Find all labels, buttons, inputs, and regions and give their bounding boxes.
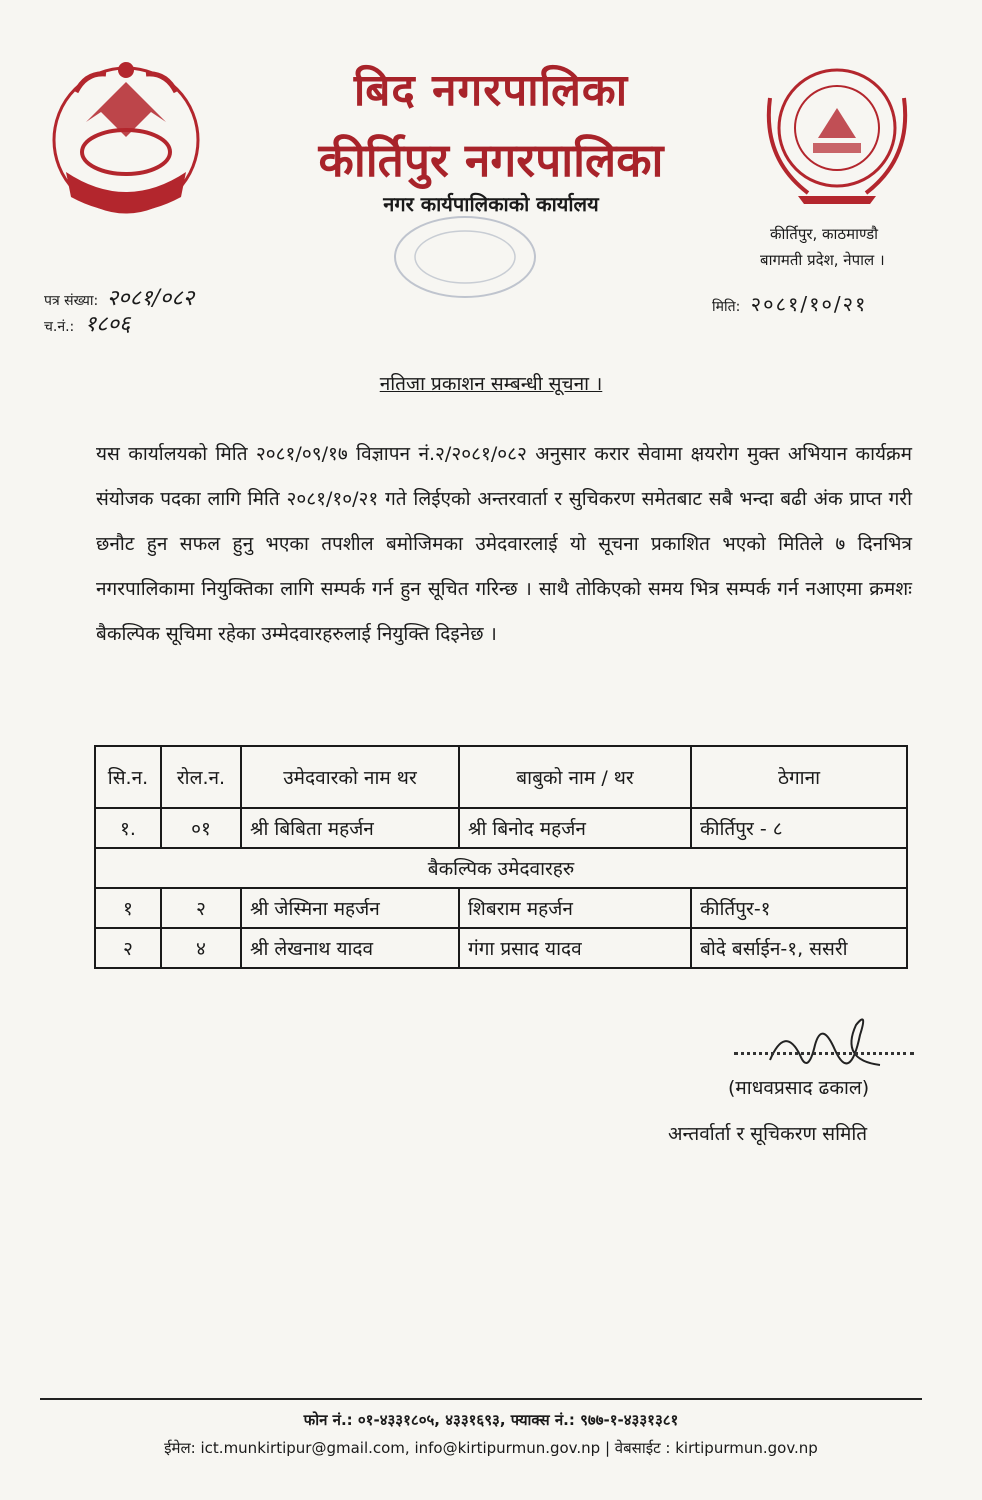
date-label: मिति:	[712, 299, 741, 315]
dispatch-number	[44, 308, 131, 338]
notice-title: नतिजा प्रकाशन सम्बन्धी सूचना ।	[379, 373, 603, 395]
address-line-1: कीर्तिपुर, काठमाण्डौ	[770, 225, 879, 243]
office-name: नगर कार्यपालिकाको कार्यालय	[383, 192, 599, 216]
results-table	[94, 745, 908, 969]
cell-sn: २	[95, 928, 161, 968]
signature-line	[734, 1040, 914, 1055]
header-line-1: बिद नगरपालिका	[353, 65, 629, 116]
alternate-section-row	[95, 848, 907, 888]
cell-sn: १	[95, 888, 161, 928]
reference-label: पत्र संख्या:	[44, 293, 99, 309]
date-value: २०८१/१०/२१	[750, 292, 868, 316]
header-father: बाबुको नाम / थर	[459, 746, 691, 808]
table-row	[95, 808, 907, 848]
table-row	[95, 888, 907, 928]
signatory-name: (माधवप्रसाद ढकाल)	[728, 1077, 870, 1099]
cell-name: श्री लेखनाथ यादव	[241, 928, 459, 968]
cell-roll: ०१	[161, 808, 241, 848]
footer-email-web: ईमेल: ict.munkirtipur@gmail.com, info@kirtipurmun.gov.np | वेबसाईट : kirtipurmun.gov.np	[164, 1439, 818, 1457]
footer-divider	[40, 1398, 922, 1400]
address-line-2: बागमती प्रदेश, नेपाल ।	[760, 251, 885, 269]
cell-father: गंगा प्रसाद यादव	[459, 928, 691, 968]
cell-roll: २	[161, 888, 241, 928]
cell-address: कीर्तिपुर-१	[691, 888, 907, 928]
municipality-seal-icon	[758, 58, 916, 208]
signatory-title: अन्तर्वार्ता र सूचिकरण समिति	[668, 1123, 868, 1145]
dispatch-value: १८०६	[84, 312, 131, 337]
cell-address: बोदे बर्साईन-१, ससरी	[691, 928, 907, 968]
reference-value: २०८१/०८२	[106, 286, 195, 311]
cell-father: श्री बिनोद महर्जन	[459, 808, 691, 848]
table-header-row	[95, 746, 907, 808]
municipality-name: कीर्तिपुर नगरपालिका	[318, 133, 664, 187]
cell-father: शिबराम महर्जन	[459, 888, 691, 928]
table-row	[95, 928, 907, 968]
faint-stamp-icon	[390, 212, 540, 307]
cell-address: कीर्तिपुर - ८	[691, 808, 907, 848]
cell-name: श्री बिबिता महर्जन	[241, 808, 459, 848]
dispatch-label: च.नं.:	[44, 319, 75, 335]
footer-contact: फोन नं.: ०१-४३३१८०५, ४३३१६९३, फ्याक्स नं.: ९७७-१-४३३१३८१	[303, 1411, 679, 1429]
cell-sn: १.	[95, 808, 161, 848]
cell-roll: ४	[161, 928, 241, 968]
header-roll: रोल.न.	[161, 746, 241, 808]
header-sn: सि.न.	[95, 746, 161, 808]
header-name: उमेदवारको नाम थर	[241, 746, 459, 808]
header-address: ठेगाना	[691, 746, 907, 808]
alternate-heading: बैकल्पिक उमेदवारहरु	[95, 848, 907, 888]
notice-body: यस कार्यालयको मिति २०८१/०९/१७ विज्ञापन नं.२/२०८१/०८२ अनुसार करार सेवामा क्षयरोग मुक्त अभियान कार्यक्रम संयोजक पदका लागि मिति २०८१/१०/२१ गते लिईएको अन्तरवार्ता र सुचिकरण समेतबाट सबै भन्दा बढी अंक प्राप्त गरी छनौट हुन सफल हुनु भएका तपशील बमोजिमका उमेदवारलाई यो सूचना प्रकाशित भएको मितिले ७ दिनभित्र नगरपालिकामा नियुक्तिका लागि सम्पर्क गर्न हुन सूचित गरिन्छ । साथै तोकिएको समय भित्र सम्पर्क गर्न नआएमा क्रमशः बैकल्पिक सूचिमा रहेका उम्मेदवारहरुलाई नियुक्ति दिइनेछ ।	[96, 443, 912, 645]
letter-date	[712, 290, 867, 317]
nepal-emblem-icon	[46, 52, 206, 224]
cell-name: श्री जेस्मिना महर्जन	[241, 888, 459, 928]
